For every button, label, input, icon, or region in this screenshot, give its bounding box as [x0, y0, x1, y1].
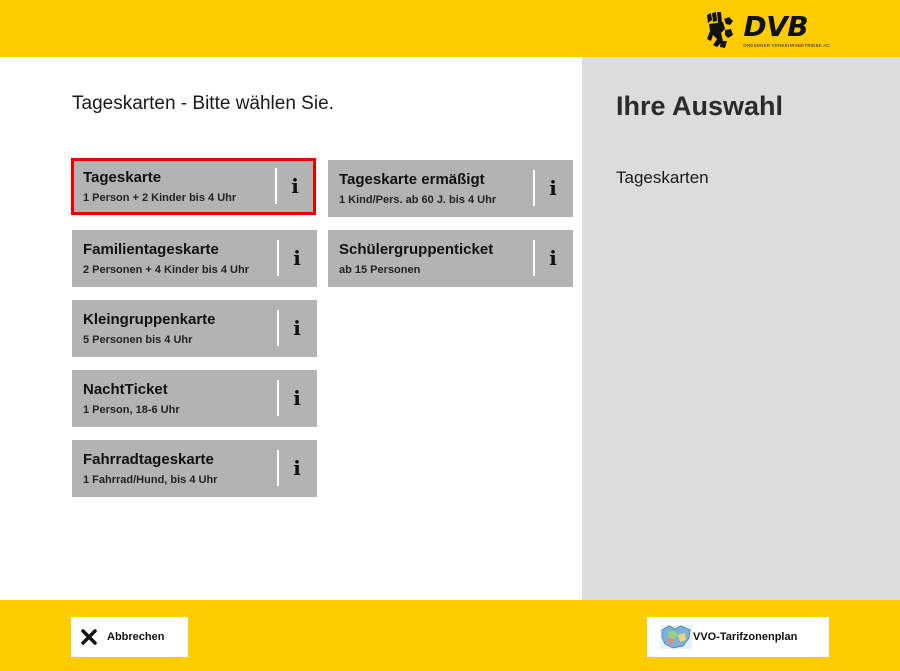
zone-map-button[interactable] — [647, 617, 829, 657]
ticket-title: Familientageskarte — [83, 241, 219, 258]
close-x-icon — [81, 629, 97, 645]
info-icon[interactable]: i — [293, 316, 301, 340]
info-icon[interactable]: i — [549, 246, 557, 270]
selection-summary-panel — [582, 57, 900, 600]
ticket-kleingruppenkarte[interactable] — [72, 300, 317, 357]
ticket-title: Fahrradtageskarte — [83, 451, 214, 468]
info-icon[interactable]: i — [291, 174, 299, 198]
divider — [533, 240, 535, 276]
summary-item: Tageskarten — [616, 168, 709, 187]
divider — [277, 450, 279, 486]
footer-bar — [0, 600, 900, 671]
ticket-title: Tageskarte — [83, 169, 162, 186]
info-icon[interactable]: i — [293, 246, 301, 270]
ticket-title: NachtTicket — [83, 381, 168, 398]
ticket-tageskarte[interactable] — [71, 158, 316, 215]
ticket-schuelergruppenticket[interactable] — [328, 230, 573, 287]
divider — [277, 380, 279, 416]
ticket-title: Schülergruppenticket — [339, 241, 494, 258]
ticket-subtitle: 1 Person, 18-6 Uhr — [83, 404, 180, 416]
ticket-tageskarte-ermaessigt[interactable] — [328, 160, 573, 217]
divider — [275, 168, 277, 204]
ticket-selection-panel — [0, 57, 582, 600]
divider — [277, 310, 279, 346]
ticket-subtitle: 2 Personen + 4 Kinder bis 4 Uhr — [83, 264, 249, 276]
cancel-button[interactable] — [71, 617, 188, 657]
cancel-label: Abbrechen — [107, 631, 165, 643]
ticket-title: Tageskarte ermäßigt — [339, 171, 485, 188]
ticket-fahrradtageskarte[interactable] — [72, 440, 317, 497]
dvb-logo — [703, 10, 830, 50]
divider — [277, 240, 279, 276]
dresden-lion-icon — [703, 11, 739, 49]
ticket-subtitle: 1 Fahrrad/Hund, bis 4 Uhr — [83, 474, 218, 486]
ticket-nachtticket[interactable] — [72, 370, 317, 427]
info-icon[interactable]: i — [293, 456, 301, 480]
logo-subtitle: DRESDNER VERKEHRSBETRIEBE AG — [743, 43, 830, 48]
info-icon[interactable]: i — [293, 386, 301, 410]
logo-wordmark: DVB — [743, 10, 809, 43]
header-bar — [0, 0, 900, 57]
ticket-familientageskarte[interactable] — [72, 230, 317, 287]
ticket-subtitle: 5 Personen bis 4 Uhr — [83, 334, 193, 346]
zone-map-icon — [659, 622, 693, 652]
ticket-subtitle: 1 Person + 2 Kinder bis 4 Uhr — [83, 192, 237, 204]
zone-map-label: VVO-Tarifzonenplan — [693, 631, 798, 643]
page-title: Tageskarten - Bitte wählen Sie. — [72, 93, 334, 114]
ticket-subtitle: 1 Kind/Pers. ab 60 J. bis 4 Uhr — [339, 194, 497, 206]
info-icon[interactable]: i — [549, 176, 557, 200]
ticket-subtitle: ab 15 Personen — [339, 264, 421, 276]
summary-title: Ihre Auswahl — [616, 91, 784, 121]
ticket-title: Kleingruppenkarte — [83, 311, 216, 328]
divider — [533, 170, 535, 206]
